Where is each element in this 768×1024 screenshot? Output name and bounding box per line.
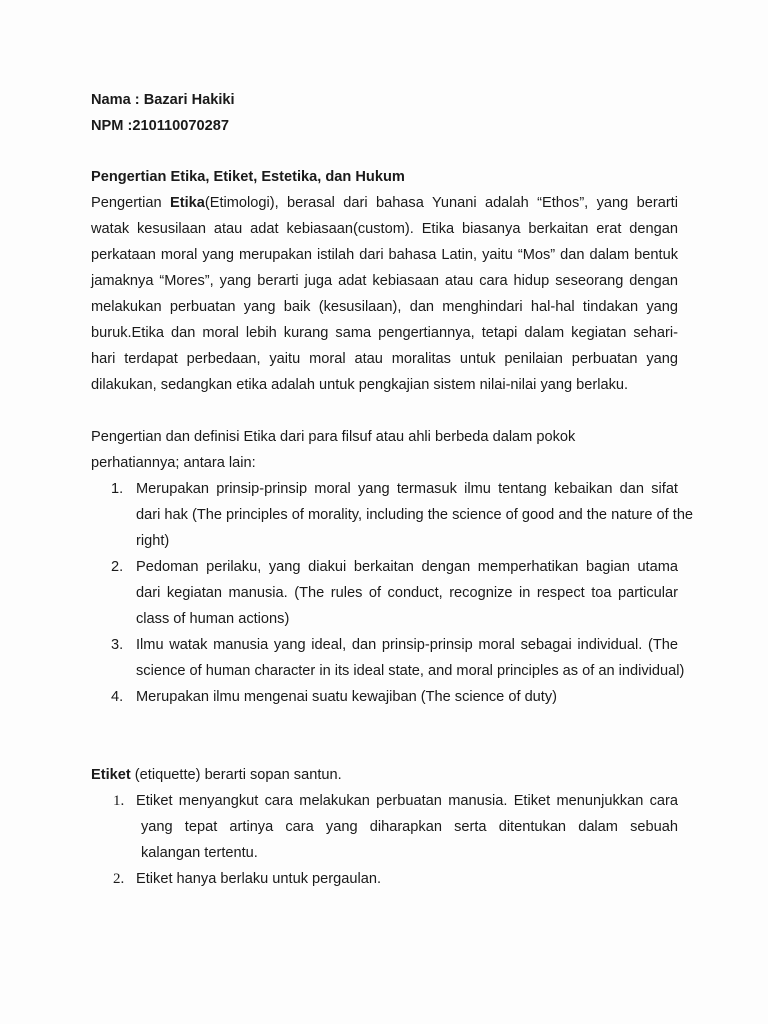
etiket-bold-term: Etiket	[91, 767, 131, 783]
definisi-intro-line-1: Pengertian dan definisi Etika dari para filsuf atau ahli berbeda dalam pokok	[91, 429, 576, 445]
list-item-line: Merupakan ilmu mengenai suatu kewajiban (The science of duty)	[136, 689, 558, 705]
list-item-line: right)	[136, 533, 170, 549]
definisi-intro-line-2: perhatiannya; antara lain:	[91, 455, 256, 471]
list-item-line: dari kegiatan manusia. (The rules of conduct, recognize in respect toa particular	[136, 585, 678, 601]
etika-paragraph-line-2: watak kesusilaan atau adat kebiasaan(custom). Etika biasanya berkaitan erat dengan	[91, 221, 678, 237]
etika-paragraph-line-6: buruk.Etika dan moral lebih kurang sama pengertiannya, tetapi dalam kegiatan sehari-	[91, 325, 678, 341]
etika-paragraph-line-5: melakukan perbuatan yang baik (kesusilaan), dan menghindari hal-hal tindakan yang	[91, 299, 678, 315]
list-item-line: Pedoman perilaku, yang diakui berkaitan dengan memperhatikan bagian utama	[136, 559, 678, 575]
etika-bold-term: Etika	[169, 195, 205, 211]
etika-paragraph-line-4: jamaknya “Mores”, yang berarti juga adat kebiasaan atau cara hidup seseorang dengan	[91, 273, 678, 289]
list-item-line: Etiket menyangkut cara melakukan perbuatan manusia. Etiket menunjukkan cara	[136, 793, 678, 809]
list-item-line: Ilmu watak manusia yang ideal, dan prinsip-prinsip moral sebagai individual. (The	[136, 637, 678, 653]
etika-paragraph-line-7: hari terdapat perbedaan, yaitu moral atau moralitas untuk penilaian perbuatan yang	[91, 351, 678, 367]
student-name: Nama : Bazari Hakiki	[91, 92, 235, 108]
list-number: 3.	[111, 637, 124, 653]
list-item-line: yang tepat artinya cara yang diharapkan serta ditentukan dalam sebuah	[141, 819, 678, 835]
etiket-paragraph	[91, 766, 342, 784]
student-npm: NPM :210110070287	[91, 118, 229, 134]
etiket-definition: (etiquette) berarti sopan santun.	[130, 767, 342, 783]
list-number: 1.	[113, 793, 125, 809]
list-number: 4.	[111, 689, 124, 705]
etika-line-1-rest: (Etimologi), berasal dari bahasa Yunani adalah “Ethos”, yang berarti	[204, 195, 678, 211]
section-title: Pengertian Etika, Etiket, Estetika, dan Hukum	[91, 169, 405, 185]
etika-paragraph-line-1	[91, 194, 678, 212]
etika-lead-text: Pengertian	[91, 195, 170, 211]
list-item-line: Merupakan prinsip-prinsip moral yang termasuk ilmu tentang kebaikan dan sifat	[136, 481, 678, 497]
list-item-line: Etiket hanya berlaku untuk pergaulan.	[136, 871, 382, 887]
etika-paragraph-line-8: dilakukan, sedangkan etika adalah untuk pengkajian sistem nilai-nilai yang berlaku.	[91, 377, 629, 393]
list-item-line: class of human actions)	[136, 611, 290, 627]
list-number: 2.	[113, 871, 125, 887]
list-item-line: dari hak (The principles of morality, including the science of good and the nature of the	[136, 507, 694, 523]
list-number: 2.	[111, 559, 124, 575]
list-number: 1.	[111, 481, 124, 497]
list-item-line: science of human character in its ideal state, and moral principles as of an individual)	[136, 663, 685, 679]
list-item-line: kalangan tertentu.	[141, 845, 258, 861]
etika-paragraph-line-3: perkataan moral yang merupakan istilah dari bahasa Latin, yaitu “Mos” dan dalam bentuk	[91, 247, 678, 263]
